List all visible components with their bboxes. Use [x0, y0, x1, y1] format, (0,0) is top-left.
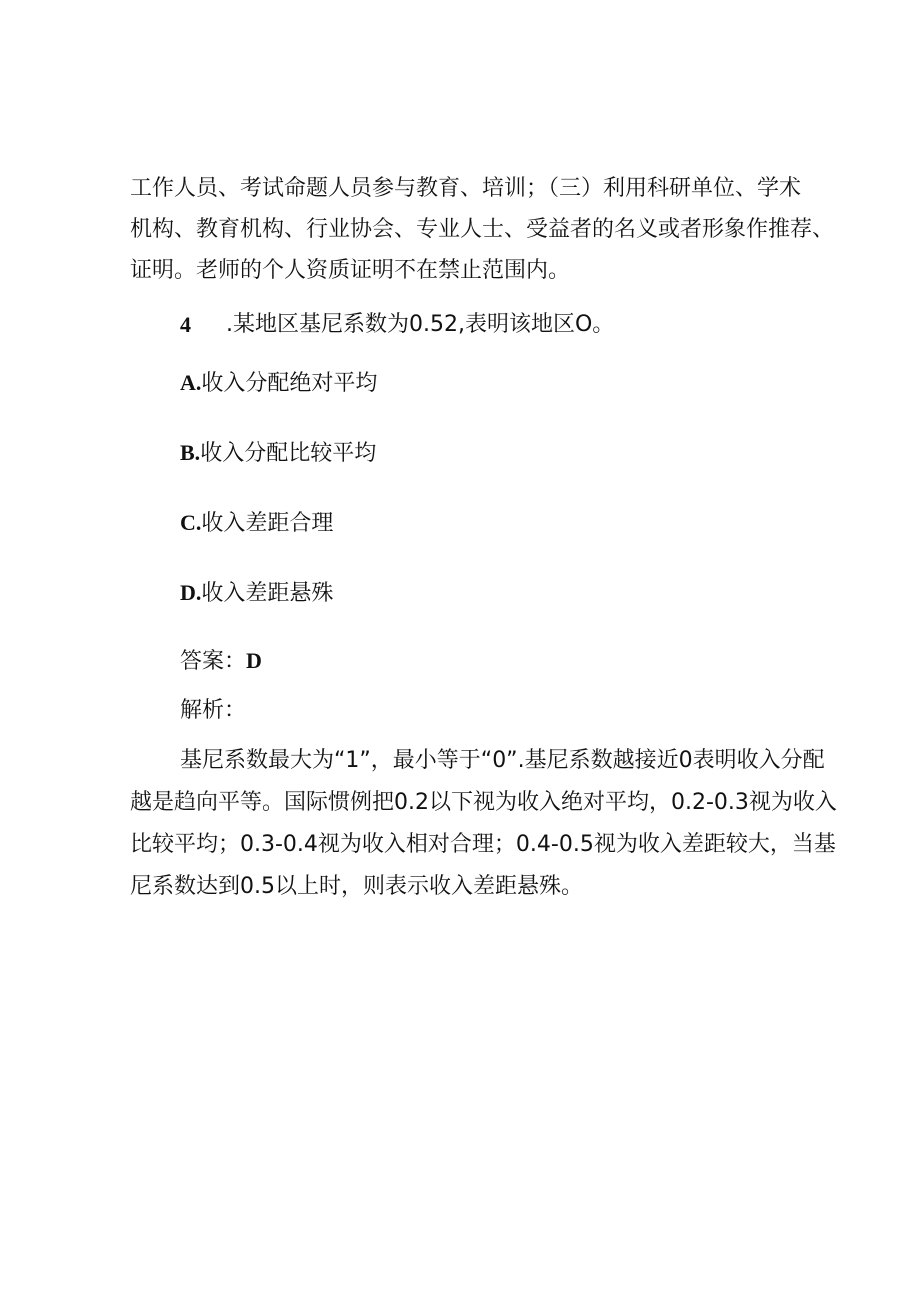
option-b: [180, 438, 376, 469]
analysis-line-3: 比较平均；0.3-0.4视为收入相对合理；0.4-0.5视为收入差距较大，当基: [130, 832, 836, 857]
answer-label: 答案：: [180, 649, 247, 674]
option-d-letter: D.: [180, 580, 202, 605]
option-c: [180, 508, 333, 539]
option-a-text: 收入分配绝对平均: [201, 371, 378, 396]
answer-value: D: [246, 648, 262, 673]
analysis-line-2: 越是趋向平等。国际惯例把0.2以下视为收入绝对平均，0.2-0.3视为收入: [130, 790, 837, 815]
analysis-label: 解析：: [180, 698, 247, 723]
analysis-line-4: 尼系数达到0.5以上时，则表示收入差距悬殊。: [130, 874, 583, 899]
option-b-text: 收入分配比较平均: [200, 441, 377, 466]
option-a: [180, 368, 377, 399]
option-b-letter: B.: [180, 440, 201, 465]
continuation-line-1: 工作人员、考试命题人员参与教育、培训；（三）利用科研单位、学术: [130, 176, 802, 201]
continuation-line-2: 机构、教育机构、行业协会、专业人士、受益者的名义或者形象作推荐、: [130, 217, 835, 242]
option-c-letter: C.: [180, 510, 202, 535]
option-d-text: 收入差距悬殊: [201, 581, 334, 606]
option-a-letter: A.: [180, 370, 202, 395]
analysis-line-1: 基尼系数最大为“1”，最小等于“0”.基尼系数越接近0表明收入分配: [180, 748, 825, 773]
question-number: 4: [180, 312, 191, 337]
answer-line: [180, 646, 262, 677]
continuation-line-3: 证明。老师的个人资质证明不在禁止范围内。: [130, 258, 571, 283]
question-text: .某地区基尼系数为0.52,表明该地区O。: [226, 312, 615, 337]
option-d: [180, 578, 333, 609]
option-c-text: 收入差距合理: [201, 511, 334, 536]
